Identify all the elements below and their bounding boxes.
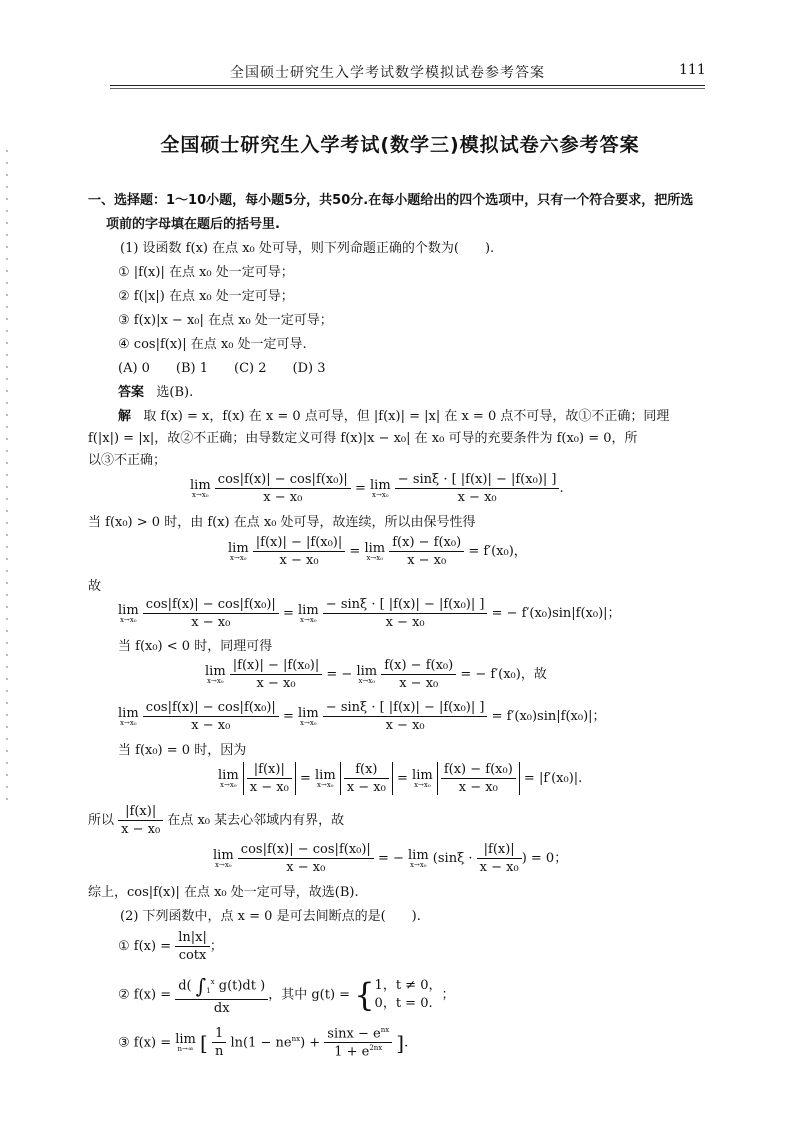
case-positive: 当 f(x₀) > 0 时，由 f(x) 在点 x₀ 处可导，故连续，所以由保号性得 [88, 515, 476, 530]
bounded-post: 在点 x₀ 某去心邻域内有界，故 [167, 813, 345, 828]
case-zero: 当 f(x₀) = 0 时，因为 [118, 743, 247, 758]
q2-where: ，其中 g(t) = [268, 987, 351, 1003]
equation-1: lim x→x₀ $\frac{\text{cos|f(x)| − cos|f(x₀)|}}{\text{x − x₀}}$ = lim x→x₀ $\frac{\text{− sinξ · [ |f(x)| − |f(x₀)| ]}}{\text{x − x₀}}$ . [190, 472, 564, 505]
q1-stem: (1) 设函数 f(x) 在点 x₀ 处可导，则下列命题正确的个数为( ). [120, 241, 495, 256]
section-heading: 一、选择题：1～10小题，每小题5分，共50分.在每小题给出的四个选项中，只有一个符合要求，把所选 [88, 193, 694, 208]
section-heading-cont: 项前的字母填在题后的括号里. [106, 217, 280, 232]
q1-item-2: ② f(|x|) 在点 x₀ 处一定可导； [118, 289, 294, 304]
answer-label: 答案 [118, 385, 145, 400]
q2-item-1: ① f(x) = $\frac{\ln|x|}{\cot x}$ ； [118, 930, 223, 963]
answer-text: 选(B). [156, 385, 194, 400]
equation-4: lim x→x₀ $\frac{\text{|f(x)| − |f(x₀)|}}{\text{x − x₀}}$ = − lim x→x₀ $\frac{\text{f(x) − f(x₀)}}{\text{x − x₀}}$ = − f′(x₀)，故 [205, 658, 547, 691]
equation-3: lim x→x₀ $\frac{\text{cos|f(x)| − cos|f(x₀)|}}{\text{x − x₀}}$ = lim x→x₀ $\frac{\text{− sinξ · [ |f(x)| − |f(x₀)| ]}}{\text{x − x₀}}$ = − f′(x₀)sin|f(x₀)|； [118, 597, 621, 630]
q2-stem: (2) 下列函数中，点 x = 0 是可去间断点的是( ). [120, 909, 421, 924]
solution-line-2: f(|x|) = |x|，故②不正确；由导数定义可得 f(x)|x − x₀| 在 x₀ 可导的充要条件为 f(x₀) = 0，所 [88, 431, 638, 446]
neg-tail: ，故 [520, 667, 547, 682]
header-rule [110, 85, 705, 86]
q1-item-3: ③ f(x)|x − x₀| 在点 x₀ 处一定可导； [118, 313, 333, 328]
case-negative: 当 f(x₀) < 0 时，同理可得 [118, 639, 273, 654]
conclusion: 综上，cos|f(x)| 在点 x₀ 处一定可导，故选(B). [88, 885, 359, 900]
equation-2: lim x→x₀ $\frac{\text{|f(x)| − |f(x₀)|}}{\text{x − x₀}}$ = lim x→x₀ $\frac{\text{f(x) − f(x₀)}}{\text{x − x₀}}$ = f′(x₀)， [228, 535, 527, 568]
so-word: 故 [88, 579, 102, 594]
q2-item-3: ③ f(x) = lim n→∞ [ $\frac{1}{n}$ $\ln(1 - ne^{nx})$ + $\frac{\sin x - e^{nx}}{1 + e^{2nx}}$ ]. [118, 1026, 409, 1060]
q1-options: (A) 0 (B) 1 (C) 2 (D) 3 [118, 361, 326, 376]
page-title: 全国硕士研究生入学考试(数学三)模拟试卷六参考答案 [160, 134, 640, 156]
q1-item-1: ① |f(x)| 在点 x₀ 处一定可导； [118, 265, 294, 280]
solution-label: 解 [118, 409, 132, 424]
bounded-line: 所以 $\frac{|f(x)|}{\text{x − x₀}}$ 在点 x₀ 某去心邻域内有界，故 [88, 804, 345, 837]
solution-line-3: 以③不正确； [88, 453, 167, 468]
equation-5: lim x→x₀ $\frac{\text{cos|f(x)| − cos|f(x₀)|}}{\text{x − x₀}}$ = lim x→x₀ $\frac{\text{− sinξ · [ |f(x)| − |f(x₀)| ]}}{\text{x − x₀}}$ = f′(x₀)sin|f(x₀)|； [118, 700, 606, 733]
q2-item-2: ② f(x) = $\frac{d( \int_1^x g(t)dt )}{dx}$ ，其中 g(t) = {1，t ≠ 0， 0，t = 0.； [118, 974, 455, 1016]
header-rule-thin [110, 88, 705, 89]
solution-line-1: 取 f(x) = x，f(x) 在 x = 0 点可导，但 |f(x)| = |x| 在 x = 0 点不可导，故①不正确；同理 [143, 409, 670, 424]
equation-6: lim x→x₀ $\frac{|f(x)|}{\text{x − x₀}}$ = lim x→x₀ $\frac{f(x)}{\text{x − x₀}}$ = lim x→x₀ $\frac{\text{f(x) − f(x₀)}}{\text{x − x₀}}$ = |f′(x₀)|. [218, 762, 583, 795]
running-header: 全国硕士研究生入学考试数学模拟试卷参考答案 [230, 65, 545, 81]
bounded-pre: 所以 [88, 813, 115, 828]
equation-7: lim x→x₀ $\frac{\text{cos|f(x)| − cos|f(x₀)|}}{\text{x − x₀}}$ = − lim x→x₀ (sinξ · $\frac{|f(x)|}{\text{x − x₀}}$ ) = 0； [213, 842, 568, 875]
scan-margin-dots [6, 150, 8, 800]
q1-item-4: ④ cos|f(x)| 在点 x₀ 处一定可导. [118, 337, 307, 352]
page-number: 111 [679, 62, 706, 78]
